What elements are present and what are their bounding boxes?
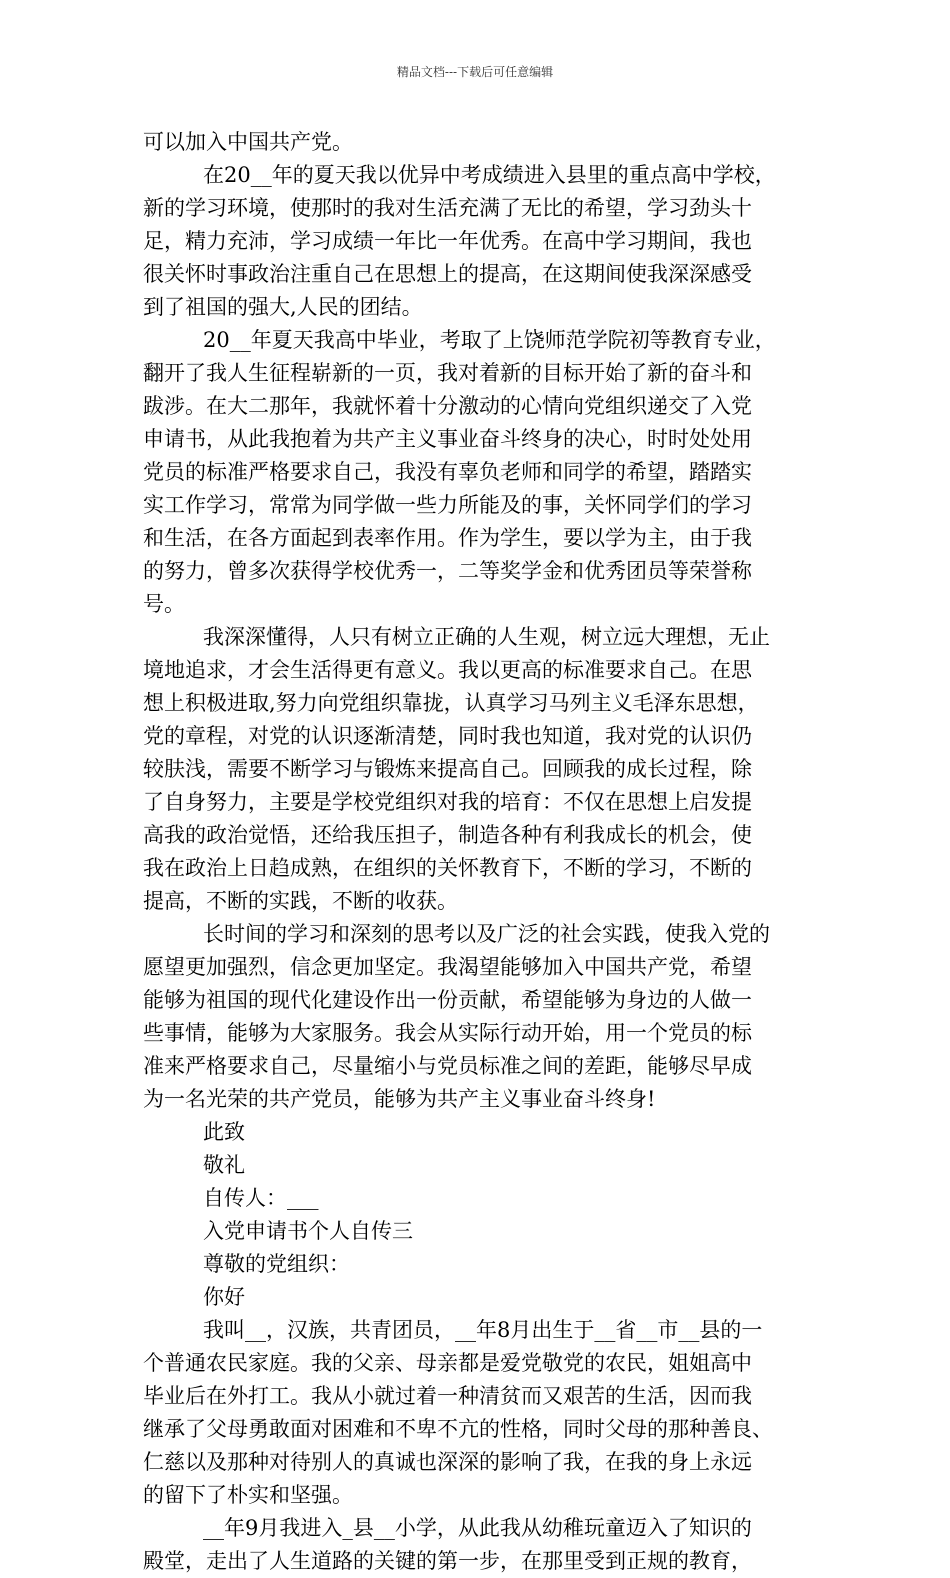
text-line: 毕业后在外打工。我从小就过着一种清贫而又艰苦的生活，因而我 — [143, 1384, 752, 1408]
text-line: 我深深懂得，人只有树立正确的人生观，树立远大理想，无止 — [203, 625, 770, 649]
text-line: 在20__年的夏天我以优异中考成绩进入县里的重点高中学校， — [203, 163, 776, 187]
text-line: 我在政治上日趋成熟，在组织的关怀教育下，不断的学习，不断的 — [143, 856, 752, 880]
text-line: 尊敬的党组织： — [203, 1252, 350, 1276]
text-line: 翻开了我人生征程崭新的一页，我对着新的目标开始了新的奋斗和 — [143, 361, 752, 385]
text-line: 准来严格要求自己，尽量缩小与党员标准之间的差距，能够尽早成 — [143, 1054, 752, 1078]
text-line: 20__年夏天我高中毕业，考取了上饶师范学院初等教育专业， — [203, 328, 776, 352]
text-line: 个普通农民家庭。我的父亲、母亲都是爱党敬党的农民，姐姐高中 — [143, 1351, 752, 1375]
text-line: __年9月我进入_县__小学，从此我从幼稚玩童迈入了知识的 — [203, 1516, 752, 1540]
text-line: 高我的政治觉悟，还给我压担子，制造各种有利我成长的机会，使 — [143, 823, 752, 847]
text-line: 较肤浅，需要不断学习与锻炼来提高自己。回顾我的成长过程，除 — [143, 757, 752, 781]
text-line: 的努力，曾多次获得学校优秀一，二等奖学金和优秀团员等荣誉称 — [143, 559, 752, 583]
text-line: 殿堂，走出了人生道路的关键的第一步，在那里受到正规的教育， — [143, 1549, 752, 1573]
text-line: 足，精力充沛，学习成绩一年比一年优秀。在高中学习期间，我也 — [143, 229, 752, 253]
text-line: 跋涉。在大二那年，我就怀着十分激动的心情向党组织递交了入党 — [143, 394, 752, 418]
text-line: 能够为祖国的现代化建设作出一份贡献，希望能够为身边的人做一 — [143, 988, 752, 1012]
text-line: 继承了父母勇敢面对困难和不卑不亢的性格，同时父母的那种善良、 — [143, 1417, 773, 1441]
text-line: 了自身努力，主要是学校党组织对我的培育：不仅在思想上启发提 — [143, 790, 752, 814]
text-line: 号。 — [143, 592, 185, 616]
text-line: 党的章程，对党的认识逐渐清楚，同时我也知道，我对党的认识仍 — [143, 724, 752, 748]
text-line: 党员的标准严格要求自己，我没有辜负老师和同学的希望，踏踏实 — [143, 460, 752, 484]
text-line: 为一名光荣的共产党员，能够为共产主义事业奋斗终身! — [143, 1087, 656, 1111]
text-line: 实工作学习，常常为同学做一些力所能及的事，关怀同学们的学习 — [143, 493, 752, 517]
text-line: 入党申请书个人自传三 — [203, 1219, 413, 1243]
text-line: 很关怀时事政治注重自己在思想上的提高，在这期间使我深深感受 — [143, 262, 752, 286]
text-line: 长时间的学习和深刻的思考以及广泛的社会实践，使我入党的 — [203, 922, 770, 946]
text-line: 的留下了朴实和坚强。 — [143, 1483, 353, 1507]
text-line: 想上积极进取,努力向党组织靠拢，认真学习马列主义毛泽东思想， — [143, 691, 759, 715]
text-line: 申请书，从此我抱着为共产主义事业奋斗终身的决心，时时处处用 — [143, 427, 752, 451]
text-line: 可以加入中国共产党。 — [143, 130, 353, 154]
text-line: 新的学习环境，使那时的我对生活充满了无比的希望，学习劲头十 — [143, 196, 752, 220]
text-line: 你好 — [203, 1285, 245, 1309]
text-line: 境地追求，才会生活得更有意义。我以更高的标准要求自己。在思 — [143, 658, 752, 682]
text-line: 敬礼 — [203, 1153, 245, 1177]
text-line: 些事情，能够为大家服务。我会从实际行动开始，用一个党员的标 — [143, 1021, 752, 1045]
text-line: 此致 — [203, 1120, 245, 1144]
text-line: 仁慈以及那种对待别人的真诚也深深的影响了我，在我的身上永远 — [143, 1450, 752, 1474]
page-header: 精品文档---下载后可任意编辑 — [396, 65, 554, 79]
text-line: 到了祖国的强大,人民的团结。 — [143, 295, 423, 319]
text-line: 提高，不断的实践，不断的收获。 — [143, 889, 458, 913]
text-line: 愿望更加强烈，信念更加坚定。我渴望能够加入中国共产党，希望 — [143, 955, 752, 979]
document-body — [143, 126, 809, 1578]
text-line: 和生活，在各方面起到表率作用。作为学生，要以学为主，由于我 — [143, 526, 752, 550]
text-line: 自传人：___ — [203, 1186, 319, 1210]
text-line: 我叫__，汉族，共青团员，__年8月出生于__省__市__县的一 — [203, 1318, 763, 1342]
